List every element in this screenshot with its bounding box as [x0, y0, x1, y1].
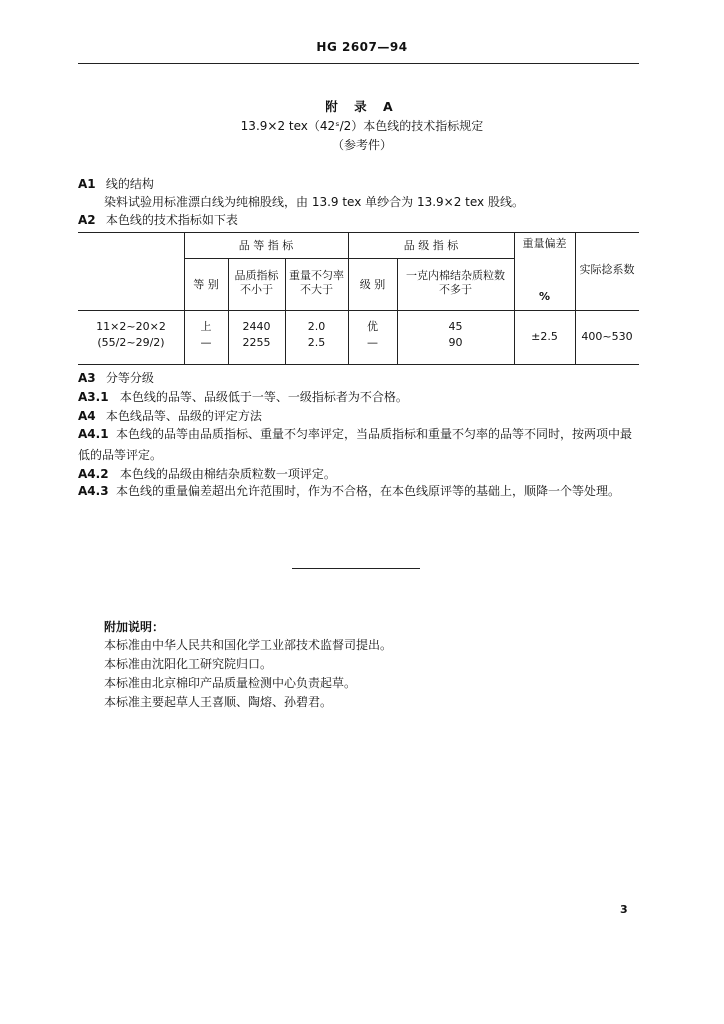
section-a3 [78, 370, 154, 386]
section-a1-body: 染料试验用标准漂白线为纯棉股线，由 13.9 tex 单纱合为 13.9×2 tex 股线。 [104, 195, 524, 209]
section-number: A3.1 [78, 390, 109, 404]
appendix-subtitle: 13.9×2 tex（42ˢ/2）本色线的技术指标规定 [240, 119, 484, 133]
cell-weight-deviation: ±2.5 [531, 330, 558, 343]
section-heading: 线的结构 [105, 177, 154, 191]
table-rule-header [78, 310, 639, 311]
cell-neps-2: 90 [448, 336, 463, 349]
table-rule-top [78, 232, 639, 233]
section-separator [292, 568, 420, 569]
section-text: 本色线的品等、品级低于一等、一级指标者为不合格。 [119, 390, 408, 404]
table-col-line [575, 232, 576, 364]
cell-spec [78, 320, 184, 350]
header-cv-line1: 重量不匀率 [289, 269, 344, 282]
notes-line: 本标准由中华人民共和国化学工业部技术监督司提出。 [104, 638, 393, 652]
header-neps [397, 269, 514, 297]
cell-quality-1: 2440 [242, 320, 271, 333]
header-weight-cv [285, 269, 348, 297]
cell-cv-1: 2.0 [307, 320, 326, 333]
section-text: 本色线的品级由棉结杂质粒数一项评定。 [119, 467, 336, 481]
section-number: A4.2 [78, 467, 109, 481]
appendix-note: （参考件） [331, 138, 392, 152]
section-heading: 分等分级 [105, 371, 154, 385]
cell-quality-2: 2255 [242, 336, 271, 349]
notes-title: 附加说明： [104, 620, 165, 634]
header-cv-line2: 不大于 [300, 283, 333, 296]
header-neps-line1: 一克内棉结杂质粒数 [406, 269, 505, 282]
section-heading: 本色线品等、品级的评定方法 [105, 409, 262, 423]
header-class-group: 品 级 指 标 [403, 239, 459, 252]
section-a1 [78, 176, 154, 192]
section-a4-1 [78, 424, 639, 466]
section-a4 [78, 408, 262, 424]
section-a4-2 [78, 466, 336, 482]
section-number: A1 [78, 177, 96, 191]
table-rule-group [184, 258, 514, 259]
appendix-title: 附 录 A [325, 99, 399, 114]
section-heading: 本色线的技术指标如下表 [105, 213, 238, 227]
section-number: A4.1 [78, 427, 109, 441]
header-rule [78, 63, 639, 64]
cell-grade [184, 320, 228, 350]
header-quality-index [228, 269, 285, 297]
cell-grade-2: — [200, 336, 212, 349]
cell-neps [397, 320, 514, 350]
cell-class-2: — [367, 336, 378, 349]
section-text: 本色线的重量偏差超出允许范围时，作为不合格，在本色线原评等的基础上，顺降一个等处理。 [116, 484, 621, 498]
section-number: A3 [78, 371, 96, 385]
section-number: A4.3 [78, 484, 109, 498]
header-quality-line1: 品质指标 [234, 269, 279, 282]
header-grade-group: 品 等 指 标 [238, 239, 294, 252]
notes-line: 本标准由北京棉印产品质量检测中心负责起草。 [104, 676, 357, 690]
header-quality-line2: 不小于 [240, 283, 273, 296]
header-class: 级 别 [359, 278, 386, 291]
cell-quality [228, 320, 285, 350]
header-grade: 等 别 [193, 278, 219, 291]
cell-cv [285, 320, 348, 350]
header-twist-factor: 实际捻系数 [579, 263, 635, 276]
table-rule-bottom [78, 364, 639, 365]
cell-neps-1: 45 [448, 320, 463, 333]
cell-class [348, 320, 397, 350]
section-a3-1 [78, 389, 408, 405]
section-number: A4 [78, 409, 96, 423]
cell-cv-2: 2.5 [307, 336, 326, 349]
section-number: A2 [78, 213, 96, 227]
notes-line: 本标准由沈阳化工研究院归口。 [104, 657, 273, 671]
header-neps-line2: 不多于 [439, 283, 472, 296]
standard-number: HG 2607—94 [316, 40, 408, 54]
section-a2 [78, 212, 238, 228]
cell-twist-factor: 400~530 [581, 330, 633, 343]
header-weight-deviation-unit: % [538, 290, 551, 303]
cell-spec-line1: 11×2~20×2 [96, 320, 166, 333]
cell-class-1: 优 [367, 320, 378, 333]
cell-spec-line2: (55/2~29/2) [97, 336, 165, 349]
section-text: 本色线的品等由品质指标、重量不匀率评定，当品质指标和重量不匀率的品等不同时，按两项中最低的品等评定。 [78, 427, 633, 462]
page-number: 3 [620, 903, 628, 916]
cell-grade-1: 上 [200, 320, 212, 333]
notes-line: 本标准主要起草人王喜顺、陶熔、孙碧君。 [104, 695, 333, 709]
header-weight-deviation: 重量偏差 [522, 237, 567, 250]
section-a4-3 [78, 481, 639, 502]
spec-table [78, 232, 639, 365]
